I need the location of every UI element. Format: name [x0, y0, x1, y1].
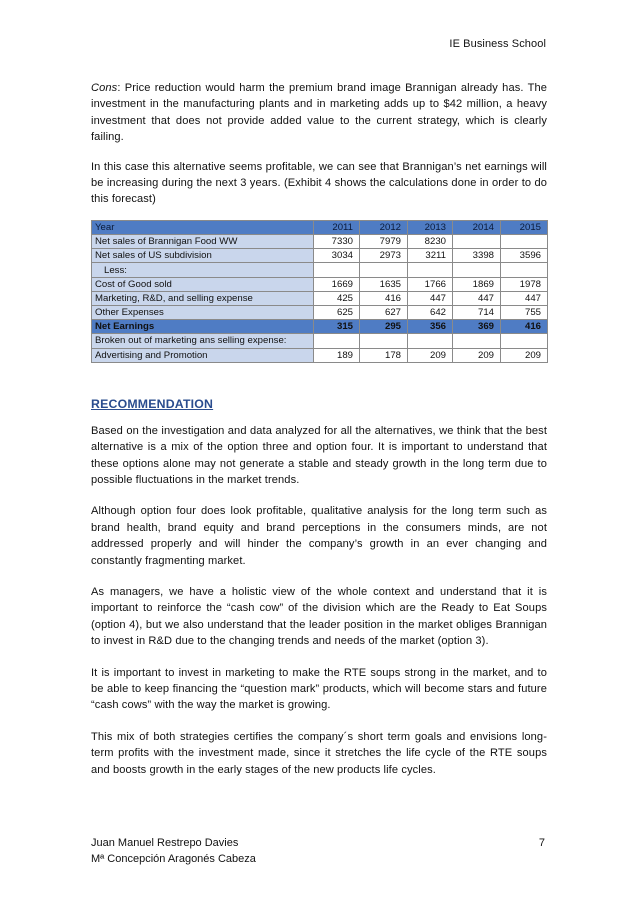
table-cell: 3398 [453, 249, 501, 263]
table-cell: 627 [360, 305, 408, 319]
table-cell: 209 [453, 348, 501, 362]
table-row [92, 348, 548, 362]
table-cell [501, 334, 548, 348]
row-label: Cost of Good sold [92, 277, 314, 291]
row-label: Marketing, R&D, and selling expense [92, 291, 314, 305]
cons-label: Cons [91, 82, 118, 94]
table-row [92, 277, 548, 291]
recommendation-paragraph-4: It is important to invest in marketing to make the RTE soups strong in the market, and to be able to keep financing the “question mark” products, which will become stars and future “cash cows” with the way the market is growing. [91, 666, 547, 712]
recommendation-paragraph-2: Although option four does look profitable, qualitative analysis for the long term such as brand health, brand equity and brand perceptions in the consumers minds, are not addressed properly and will hinder the company’s growth in an ever changing and constantly fragmenting market. [91, 505, 547, 567]
table-cell: 1869 [453, 277, 501, 291]
table-cell: 3211 [408, 249, 453, 263]
alternative-profit-paragraph: In this case this alternative seems profitable, we can see that Brannigan’s net earnings will be increasing during the next 3 years. (Exhibit 4 shows the calculations done in order to do this forecast) [91, 160, 547, 206]
table-cell: 189 [314, 348, 360, 362]
table-cell: 1766 [408, 277, 453, 291]
table-cell: 1978 [501, 277, 548, 291]
page-content [91, 80, 547, 778]
table-cell: 1669 [314, 277, 360, 291]
table-row [92, 263, 548, 277]
table-header-row [92, 220, 548, 234]
table-row [92, 291, 548, 305]
table-cell: 178 [360, 348, 408, 362]
table-cell: 209 [408, 348, 453, 362]
table-cell: 642 [408, 305, 453, 319]
table-cell: 447 [408, 291, 453, 305]
page-number: 7 [538, 837, 545, 849]
table-cell: 7979 [360, 235, 408, 249]
page-footer [91, 835, 547, 867]
table-cell [501, 263, 548, 277]
row-label: Net Earnings [92, 320, 314, 334]
row-label: Net sales of Brannigan Food WW [92, 235, 314, 249]
table-header-cell: 2015 [501, 220, 548, 234]
table-cell: 7330 [314, 235, 360, 249]
table-cell [314, 334, 360, 348]
table-cell [453, 263, 501, 277]
row-label: Less: [92, 263, 314, 277]
table-row [92, 305, 548, 319]
row-label: Broken out of marketing ans selling expense: [92, 334, 314, 348]
financial-forecast-table [91, 220, 548, 363]
table-cell: 447 [453, 291, 501, 305]
table-row [92, 334, 548, 348]
table-row [92, 235, 548, 249]
table-cell: 425 [314, 291, 360, 305]
table-cell: 3034 [314, 249, 360, 263]
table-cell: 1635 [360, 277, 408, 291]
table-cell: 315 [314, 320, 360, 334]
table-row [92, 249, 548, 263]
table-header-cell: 2014 [453, 220, 501, 234]
table-cell: 209 [501, 348, 548, 362]
table-cell [408, 334, 453, 348]
table-cell [501, 235, 548, 249]
recommendation-paragraph-1: Based on the investigation and data analyzed for all the alternatives, we think that the best alternative is a mix of the option three and option four. It is important to understand that these options alone may not generate a stable and steady growth in the long term due to possible fluctuations in the market trends. [91, 424, 547, 486]
table-cell: 625 [314, 305, 360, 319]
net-earnings-row [92, 320, 548, 334]
footer-author-1: Juan Manuel Restrepo Davies [91, 837, 239, 849]
table-cell: 416 [360, 291, 408, 305]
table-cell [408, 263, 453, 277]
row-label: Other Expenses [92, 305, 314, 319]
table-cell [360, 263, 408, 277]
page-header: IE Business School [449, 38, 546, 50]
table-cell [453, 334, 501, 348]
table-cell: 755 [501, 305, 548, 319]
table-cell [314, 263, 360, 277]
table-cell: 416 [501, 320, 548, 334]
cons-text: : Price reduction would harm the premium brand image Brannigan already has. The investment in the manufacturing plants and in marketing adds up to $42 million, a heavy investment that does not provide added value to the current strategy, which is clearly failing. [91, 82, 547, 144]
row-label: Advertising and Promotion [92, 348, 314, 362]
table-cell: 295 [360, 320, 408, 334]
table-cell: 714 [453, 305, 501, 319]
table-cell: 369 [453, 320, 501, 334]
recommendation-paragraph-5: This mix of both strategies certifies the company´s short term goals and envisions long-term profits with the investment made, since it stretches the life cycle of the RTE soups and boosts growth in the early stages of the new products life cycles. [91, 730, 547, 776]
table-cell: 8230 [408, 235, 453, 249]
recommendation-paragraph-3: As managers, we have a holistic view of the whole context and understand that it is important to reinforce the “cash cow” of the division which are the Ready to Eat Soups (option 4), but we also understand that the leader position in the market obliges Brannigan to invest in R&D due to the changing trends and needs of the market (option 3). [91, 585, 547, 648]
footer-author-2: Mª Concepción Aragonés Cabeza [91, 853, 256, 865]
table-header-cell: Year [92, 220, 314, 234]
cons-paragraph [91, 80, 547, 146]
table-header-cell: 2011 [314, 220, 360, 234]
table-cell: 2973 [360, 249, 408, 263]
row-label: Net sales of US subdivision [92, 249, 314, 263]
table-header-cell: 2012 [360, 220, 408, 234]
table-header-cell: 2013 [408, 220, 453, 234]
table-cell: 3596 [501, 249, 548, 263]
table-cell: 447 [501, 291, 548, 305]
table-cell [360, 334, 408, 348]
table-cell [453, 235, 501, 249]
table-cell: 356 [408, 320, 453, 334]
recommendation-heading: RECOMMENDATION [91, 396, 214, 411]
